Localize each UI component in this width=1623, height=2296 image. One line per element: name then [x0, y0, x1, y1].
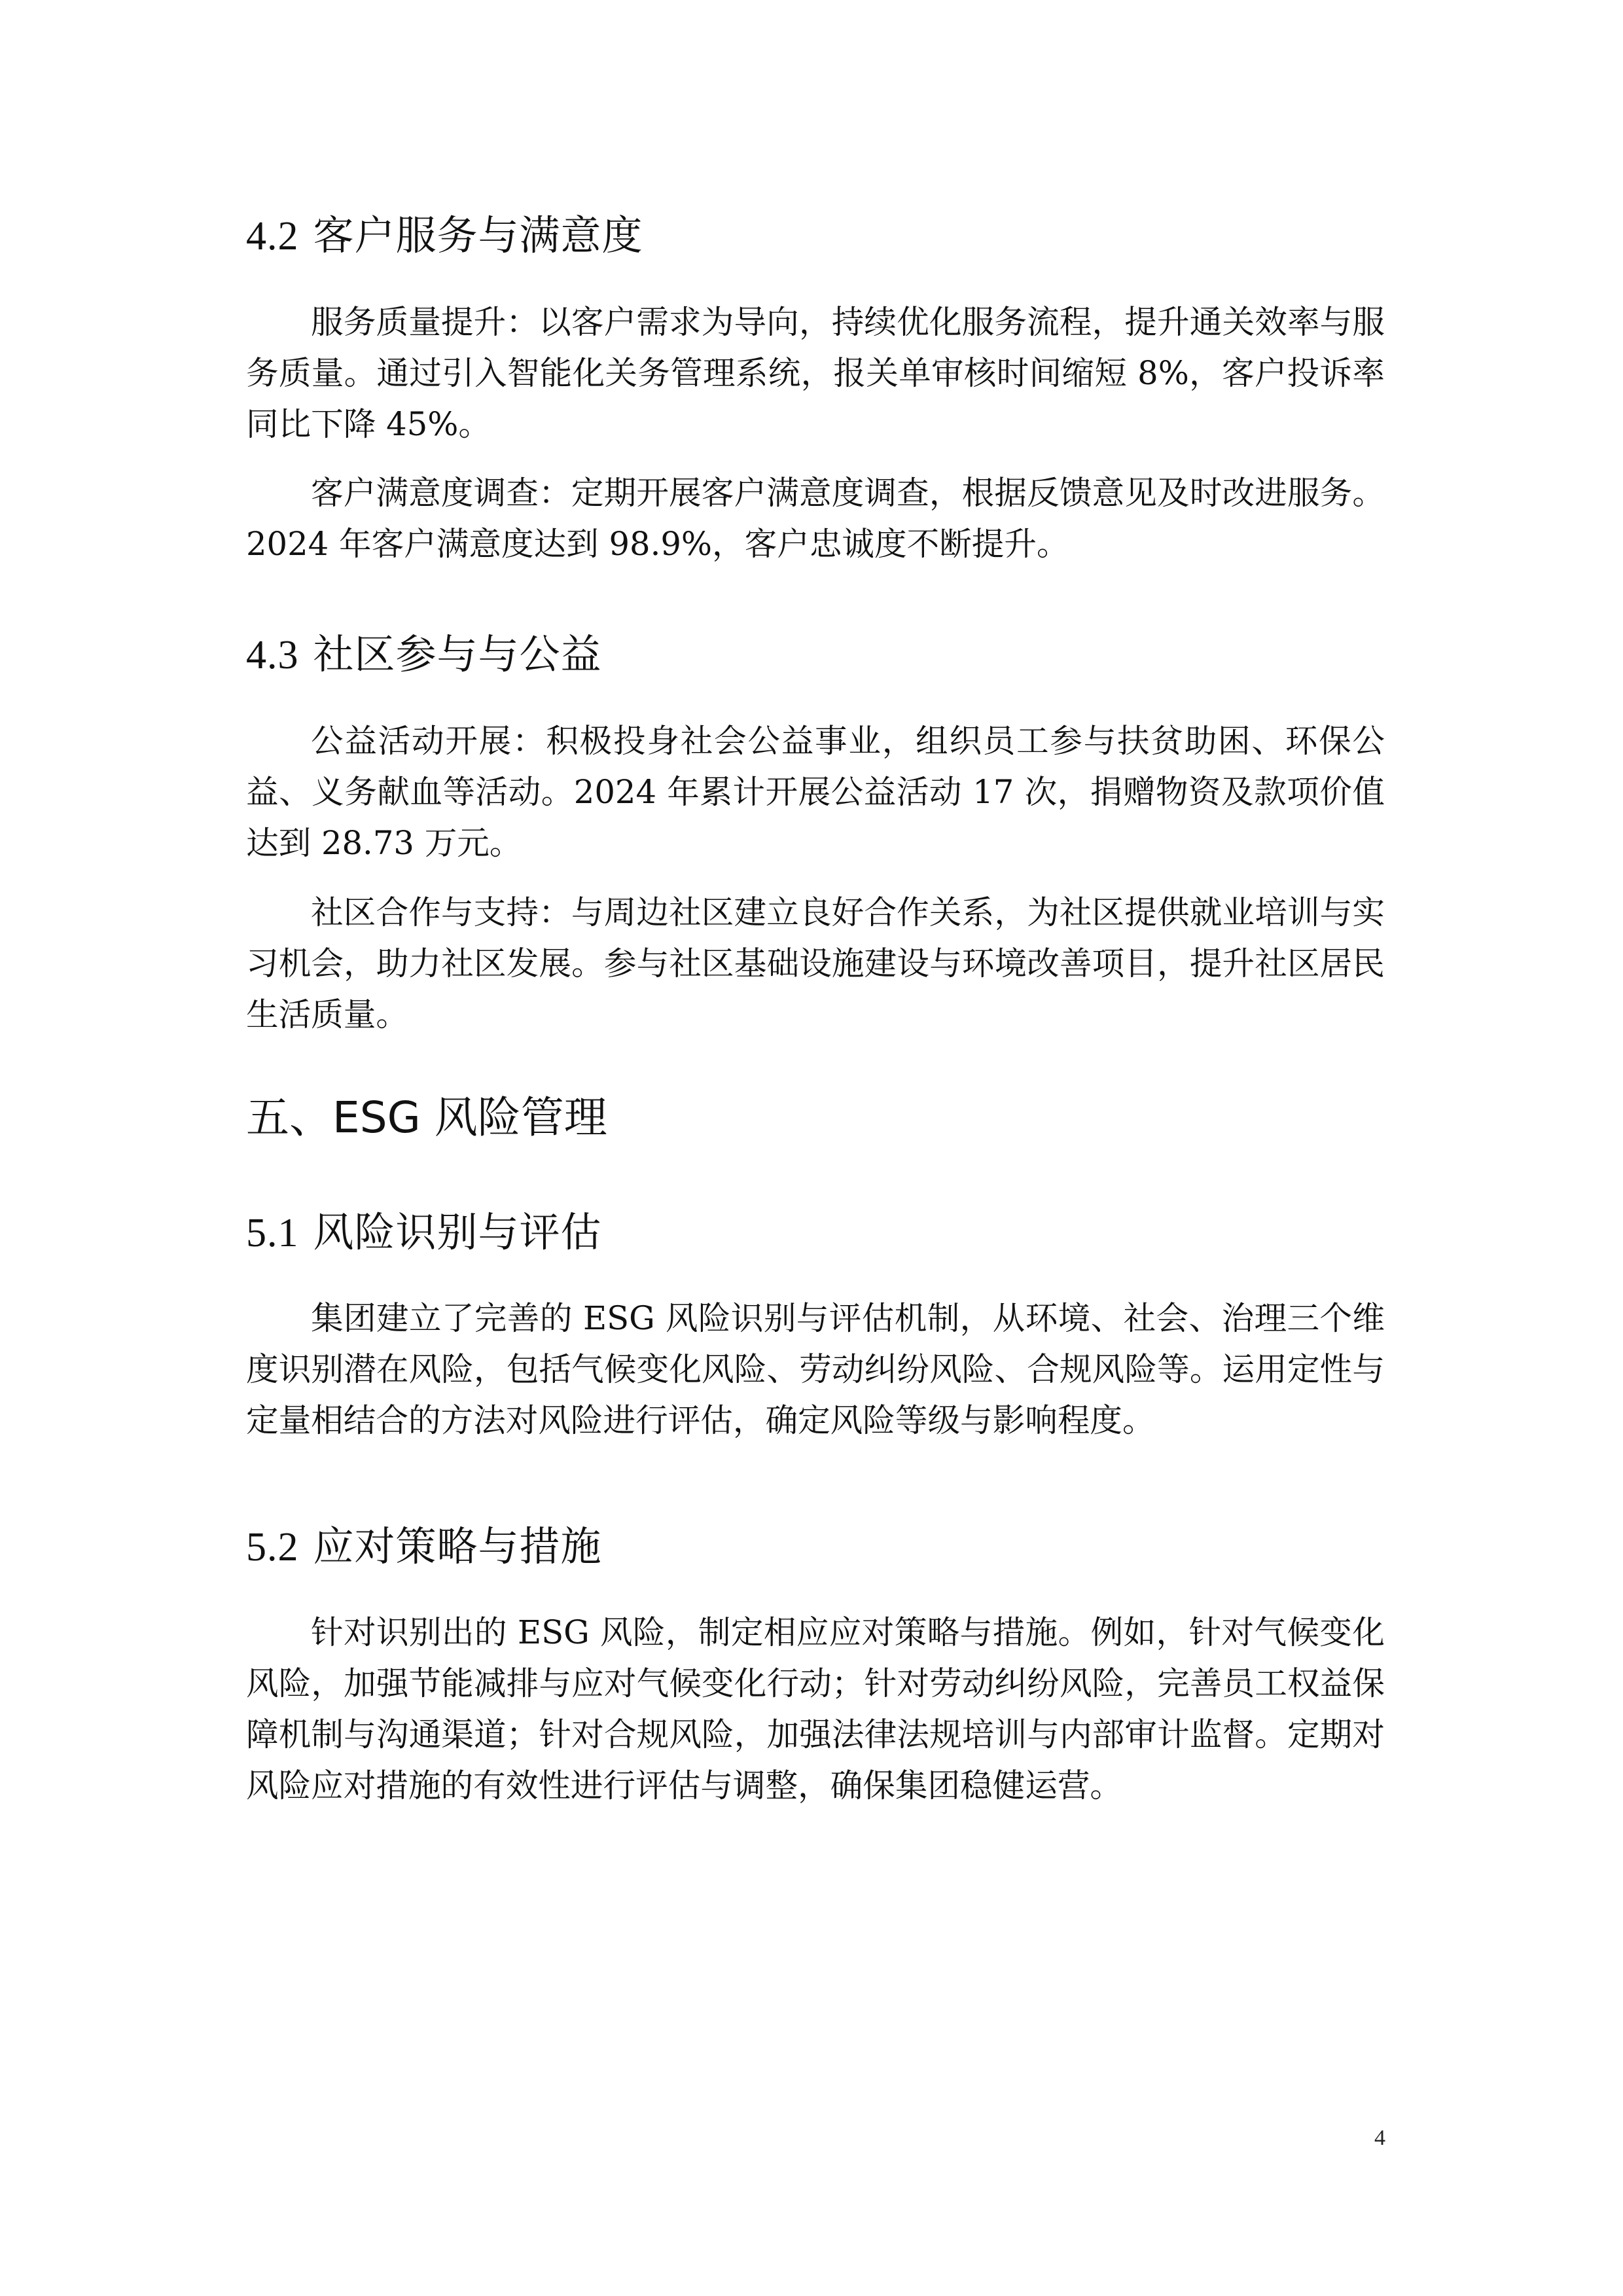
paragraph-public-welfare: 公益活动开展：积极投身社会公益事业，组织员工参与扶贫助困、环保公益、义务献血等活动。2024 年累计开展公益活动 17 次，捐赠物资及款项价值达到 28.73 万元。: [246, 722, 1385, 862]
paragraph-service-quality: 服务质量提升：以客户需求为导向，持续优化服务流程，提升通关效率与服务质量。通过引入智能化关务管理系统，报关单审核时间缩短 8%，客户投诉率同比下降 45%。: [246, 303, 1385, 443]
paragraph-customer-satisfaction: 客户满意度调查：定期开展客户满意度调查，根据反馈意见及时改进服务。2024 年客户满意度达到 98.9%，客户忠诚度不断提升。: [246, 474, 1385, 563]
section-number: 4.2: [246, 214, 299, 259]
section-title: 风险识别与评估: [313, 1208, 602, 1256]
paragraph-risk-identification: 集团建立了完善的 ESG 风险识别与评估机制，从环境、社会、治理三个维度识别潜在风险，包括气候变化风险、劳动纠纷风险、合规风险等。运用定性与定量相结合的方法对风险进行评估，确定风险等级与影响程度。: [246, 1299, 1385, 1439]
section-title: 社区参与与公益: [313, 630, 602, 678]
section-heading-4-3: [246, 628, 602, 681]
section-title: 应对策略与措施: [313, 1522, 602, 1570]
section-heading-4-2: [246, 209, 643, 262]
section-number: 5.1: [246, 1211, 299, 1255]
chapter-heading-esg-risk: 五、ESG 风险管理: [246, 1092, 607, 1143]
page-number: 4: [1374, 2126, 1385, 2150]
section-title: 客户服务与满意度: [313, 211, 643, 259]
section-number: 5.2: [246, 1525, 299, 1570]
paragraph-response-strategy: 针对识别出的 ESG 风险，制定相应应对策略与措施。例如，针对气候变化风险，加强节能减排与应对气候变化行动；针对劳动纠纷风险，完善员工权益保障机制与沟通渠道；针对合规风险，加强法律法规培训与内部审计监督。定期对风险应对措施的有效性进行评估与调整，确保集团稳健运营。: [246, 1613, 1385, 1804]
section-number: 4.3: [246, 633, 299, 677]
section-heading-5-1: [246, 1206, 602, 1259]
paragraph-community-cooperation: 社区合作与支持：与周边社区建立良好合作关系，为社区提供就业培训与实习机会，助力社区发展。参与社区基础设施建设与环境改善项目，提升社区居民生活质量。: [246, 893, 1385, 1033]
section-heading-5-2: [246, 1520, 602, 1573]
